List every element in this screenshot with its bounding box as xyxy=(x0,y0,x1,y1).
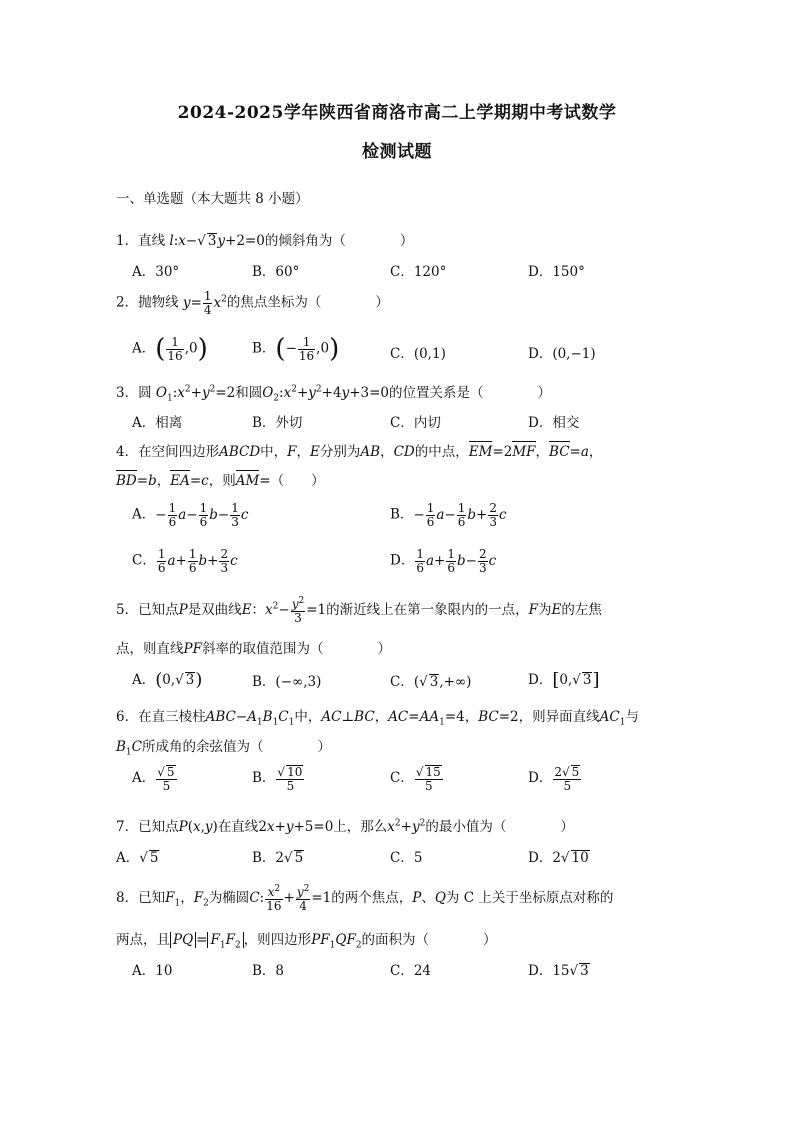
question-5: 5．已知点P是双曲线E：$x^2-$ $\frac{y^2}{3}$ =1的渐近线上在第一象限内的一点，F为E的左焦 xyxy=(116,596,602,625)
question-7: 7．已知点P(x,y)在直线2x+y+5=0上，那么$x^2+y^2$的最小值为（ ） xyxy=(116,818,574,835)
q2-option-b: B．(− $\frac{1}{16}$ ,0) xyxy=(252,334,340,365)
question-6: 6．在直三棱柱$ABC-A_1B_1C_1$中，AC⊥BC，$AC=AA_1=4$，BC=2，则异面直线$AC_1$与 xyxy=(116,709,639,728)
q8-option-b: B．8 xyxy=(252,963,285,979)
q2-formula: y= $\frac{1}{4}$ $x^2$ xyxy=(182,289,227,317)
q1-option-c: C．120° xyxy=(390,264,447,280)
q8-option-d: D．15√ 3 xyxy=(528,963,589,979)
question-5-line2: 点，则直线PF斜率的取值范围为（ ） xyxy=(116,641,391,657)
q1-formula: l:x−√ 3y+2=0 xyxy=(169,233,265,249)
q6-option-b: B． $\frac{√ 10}{5}$ xyxy=(252,765,303,793)
q5-option-c: C．(√ 3,+∞) xyxy=(390,674,472,690)
question-3: 3．圆 $O_1:x^2+y^2=2$和圆$O_2:x^2+y^2+4y+3=0$的位置关系是（ ） xyxy=(116,384,551,404)
q4-option-b: B．− $\frac{1}{6}$ a− $\frac{1}{6}$ b+ $\frac{2}{3}$ c xyxy=(390,501,507,529)
section-heading: 一、单选题（本大题共 8 小题） xyxy=(116,191,309,207)
q5-option-b: B．(−∞,3) xyxy=(252,674,322,690)
question-4: 4．在空间四边形ABCD中，F，E分别为AB，CD的中点，EM=2MF，BC=a， xyxy=(116,444,603,460)
q1-option-b: B．60° xyxy=(252,264,300,280)
question-4-line2: BD=b，EA=c，则AM=（ ） xyxy=(116,473,325,489)
q5-option-a: A．(0,√ 3) xyxy=(132,669,203,691)
q5-option-d: D．[0,√ 3] xyxy=(528,669,600,691)
q2-option-a: A．( $\frac{1}{16}$ ,0) xyxy=(132,334,208,365)
question-8-line2: 两点，且 PQ = $F_1F_2$ ，则四边形$PF_1QF_2$的面积为（ ） xyxy=(116,932,497,951)
q6-option-a: A． $\frac{√ 5}{5}$ xyxy=(132,765,175,793)
q3-formula-1: $O_1:x^2+y^2=2$ xyxy=(155,384,236,404)
q7-option-a: A．√ 5 xyxy=(116,850,159,866)
q7-option-c: C．5 xyxy=(390,850,423,866)
question-8: 8．已知$F_1$，$F_2$为椭圆C: $\frac{x^2}{16}$ + $\frac{y^2}{4}$ =1的两个焦点，P、Q为 C 上关于坐标原点对称的 xyxy=(116,884,614,913)
q3-option-a: A．相离 xyxy=(132,415,183,431)
exam-title-line2: 检测试题 xyxy=(362,142,432,162)
q7-option-b: B．2√ 5 xyxy=(252,850,304,866)
q4-option-d: D． $\frac{1}{6}$ a+ $\frac{1}{6}$ b− $\frac{2}{3}$ c xyxy=(390,547,497,575)
q2-option-c: C．(0,1) xyxy=(390,346,446,362)
q3-formula-2: $O_2:x^2+y^2+4y+3=0$ xyxy=(262,384,389,404)
q8-option-c: C．24 xyxy=(390,963,432,979)
q2-option-d: D．(0,−1) xyxy=(528,346,596,362)
q3-option-d: D．相交 xyxy=(528,415,580,431)
q7-option-d: D．2√ 10 xyxy=(528,850,589,866)
q1-option-d: D．150° xyxy=(528,264,585,280)
question-6-line2: $B_1C$所成角的余弦值为（ ） xyxy=(116,739,331,758)
q3-option-b: B．外切 xyxy=(252,415,303,431)
q4-option-a: A．− $\frac{1}{6}$ a− $\frac{1}{6}$ b− $\frac{1}{3}$ c xyxy=(132,501,249,529)
q6-option-d: D． $\frac{2√ 5}{5}$ xyxy=(528,765,580,793)
q8-option-a: A．10 xyxy=(132,963,173,979)
q3-option-c: C．内切 xyxy=(390,415,441,431)
question-1: 1．直线 l:x−√ 3y+2=0的倾斜角为（ ） xyxy=(116,233,414,249)
exam-title-line1: 2024-2025学年陕西省商洛市高二上学期期中考试数学 xyxy=(177,103,617,123)
question-2: 2．抛物线 y= $\frac{1}{4}$ $x^2$的焦点坐标为（ ） xyxy=(116,289,389,317)
q1-option-a: A．30° xyxy=(132,264,180,280)
q6-option-c: C． $\frac{√ 15}{5}$ xyxy=(390,765,441,793)
q4-option-c: C． $\frac{1}{6}$ a+ $\frac{1}{6}$ b+ $\frac{2}{3}$ c xyxy=(132,547,238,575)
